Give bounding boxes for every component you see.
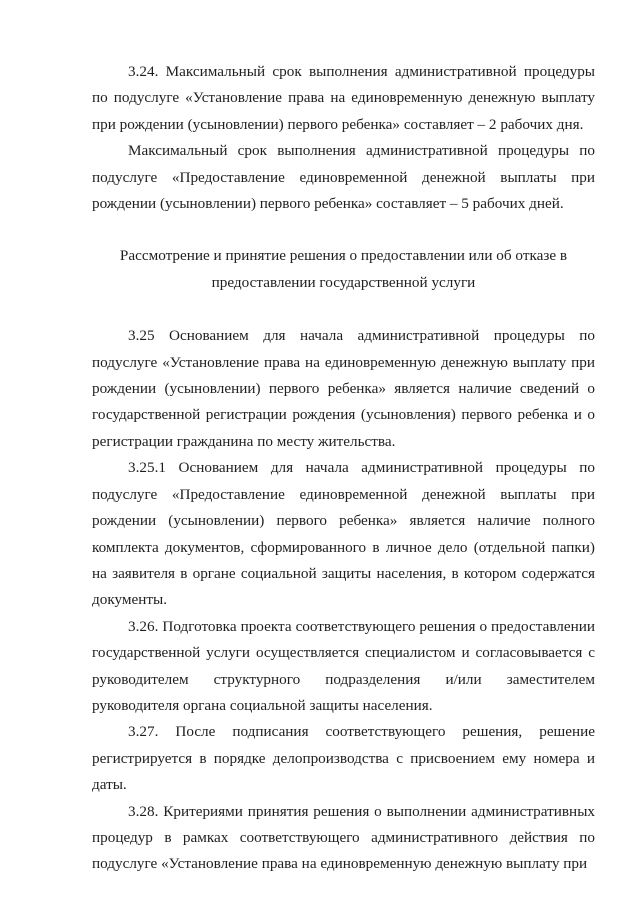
section-heading: Рассмотрение и принятие решения о предоставлении или об отказе в предоставлении государственной услуги	[119, 247, 568, 291]
paragraph-3-26: 3.26. Подготовка проекта соответствующего решения о предоставлении государственной услуги осуществляется специалистом и согласовывается с руководителем структурного подразделения и/или заместителем руководителя органа социальной защиты населения.	[92, 617, 595, 714]
paragraph-3-25: 3.25 Основанием для начала административной процедуры по подуслуге «Установление права на единовременную денежную выплату при рождении (усыновлении) первого ребенка» является наличие сведений о государственной регистрации рождения (усыновления) первого ребенка и о регистрации гражданина по месту жительства.	[92, 327, 595, 450]
paragraph-3-27: 3.27. После подписания соответствующего решения, решение регистрируется в порядке делопроизводства с присвоением ему номера и даты.	[92, 723, 595, 794]
spacer	[92, 217, 595, 243]
paragraph-3-25-1: 3.25.1 Основанием для начала административной процедуры по подуслуге «Предоставление единовременной денежной выплаты при рождении (усыновлении) первого ребенка» является наличие полного комплекта документов, сформированного в личное дело (отдельной папки) на заявителя в органе социальной защиты населения, в котором содержатся документы.	[92, 459, 595, 609]
paragraph-3-24-continued: Максимальный срок выполнения административной процедуры по подуслуге «Предоставление единовременной денежной выплаты при рождении (усыновлении) первого ребенка» составляет – 5 рабочих дней.	[92, 142, 595, 213]
spacer	[92, 296, 595, 323]
paragraph-3-24: 3.24. Максимальный срок выполнения административной процедуры по подуслуге «Установление права на единовременную денежную выплату при рождении (усыновлении) первого ребенка» составляет – 2 рабочих дня.	[92, 63, 595, 133]
document-body	[92, 59, 595, 878]
paragraph-3-28: 3.28. Критериями принятия решения о выполнении административных процедур в рамках соответствующего административного действия по подуслуге «Установление права на единовременную денежную выплату при	[92, 802, 595, 873]
